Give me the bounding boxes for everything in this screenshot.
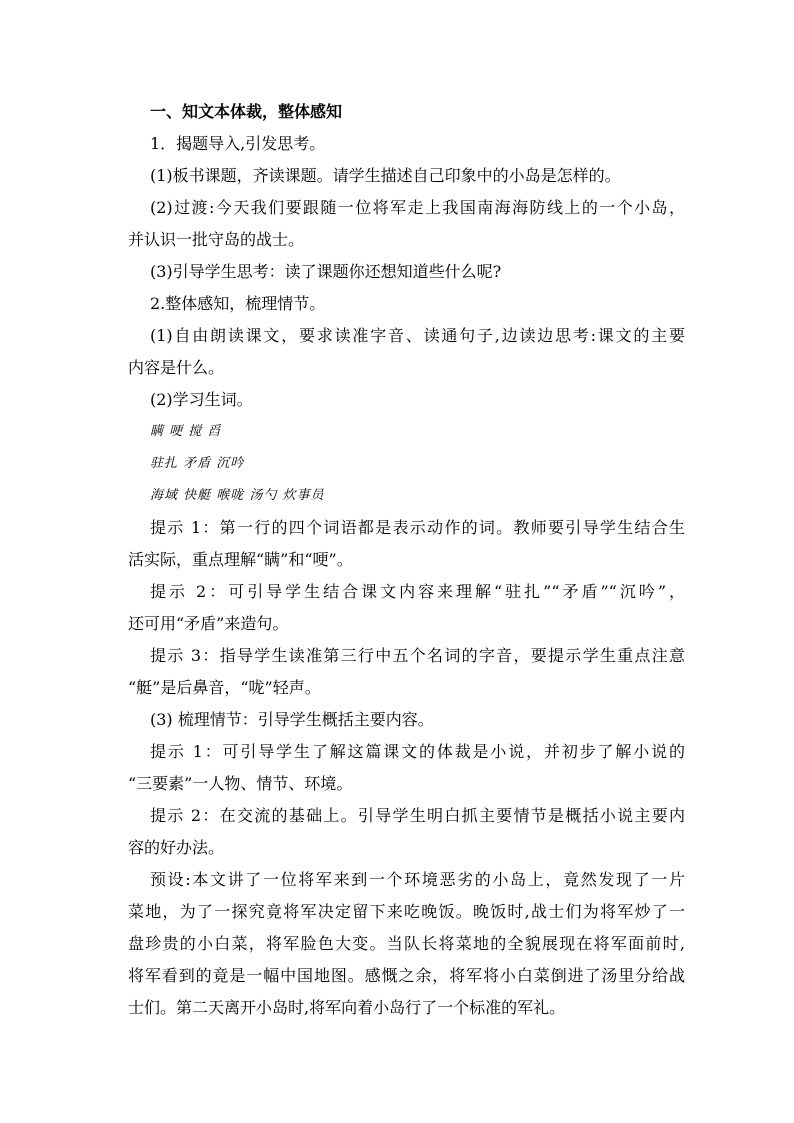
vocab-row-2: 驻扎 矛盾 沉吟 [150, 456, 245, 471]
preset-line3: 盘珍贵的小白菜，将军脸色大变。当队长将菜地的全貌展现在将军面前时, [128, 934, 685, 953]
tip5-line2: 容的好办法。 [128, 838, 225, 857]
step1-title: 1．揭题导入,引发思考。 [150, 134, 326, 153]
tip5-line1: 提示 2：在交流的基础上。引导学生明白抓主要情节是概括小说主要内 [150, 806, 685, 825]
tip1-line1: 提示 1：第一行的四个词语都是表示动作的词。教师要引导学生结合生 [150, 518, 685, 537]
tip4-line2: “三要素”一人物、情节、环境。 [128, 774, 353, 793]
vocab-row-1: 瞒 哽 搅 舀 [150, 424, 222, 439]
lesson-content [128, 96, 685, 1024]
step2-item1-line1: (1)自由朗读课文，要求读准字音、读通句子,边读边思考:课文的主要 [150, 326, 685, 345]
preset-line4: 将军看到的竟是一幅中国地图。感慨之余，将军将小白菜倒进了汤里分给战 [128, 966, 685, 985]
step1-item2-line1: (2)过渡:今天我们要跟随一位将军走上我国南海海防线上的一个小岛， [150, 198, 685, 217]
preset-line2: 菜地，为了一探究竟将军决定留下来吃晚饭。晚饭时,战士们为将军炒了一 [128, 902, 685, 921]
step1-item1: (1)板书课题，齐读课题。请学生描述自己印象中的小岛是怎样的。 [150, 166, 621, 185]
tip2-line2: 还可用“矛盾”来造句。 [128, 614, 289, 633]
step2-item3: (3) 梳理情节：引导学生概括主要内容。 [150, 710, 434, 729]
step2-item2: (2)学习生词。 [150, 390, 253, 409]
preset-line1: 预设:本文讲了一位将军来到一个环境恶劣的小岛上，竟然发现了一片 [150, 870, 685, 889]
preset-line5: 士们。第二天离开小岛时,将军向着小岛行了一个标准的军礼。 [128, 998, 566, 1017]
step2-title: 2.整体感知，梳理情节。 [150, 294, 326, 313]
tip3-line2: “艇”是后鼻音，“咙”轻声。 [128, 678, 321, 697]
tip3-line1: 提示 3：指导学生读准第三行中五个名词的字音，要提示学生重点注意 [150, 646, 685, 665]
vocab-row-3: 海域 快艇 喉咙 汤勺 炊事员 [150, 488, 325, 503]
tip2-line1: 提示 2：可引导学生结合课文内容来理解“驻扎”“矛盾”“沉吟”， [150, 582, 685, 601]
tip1-line2: 活实际，重点理解“瞒”和“哽”。 [128, 550, 353, 569]
step1-item3: (3)引导学生思考：读了课题你还想知道些什么呢? [150, 262, 502, 281]
section-heading: 一、知文本体裁，整体感知 [150, 102, 343, 121]
step2-item1-line2: 内容是什么。 [128, 358, 225, 377]
tip4-line1: 提示 1：可引导学生了解这篇课文的体裁是小说，并初步了解小说的 [150, 742, 685, 761]
step1-item2-line2: 并认识一批守岛的战士。 [128, 230, 305, 249]
